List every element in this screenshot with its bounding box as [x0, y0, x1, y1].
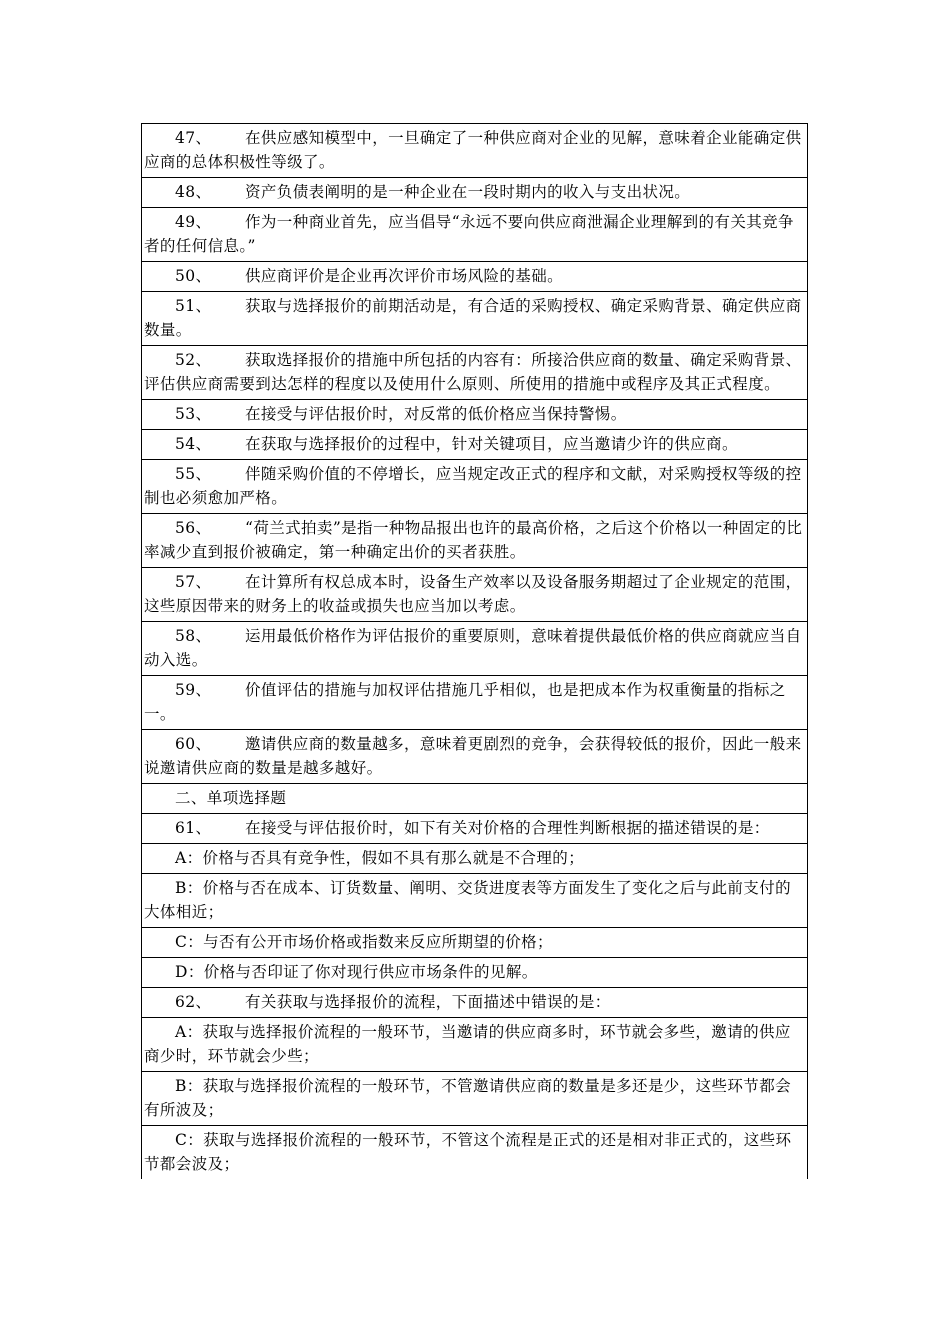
question-number: 54、 [175, 435, 212, 453]
table-cell [142, 1126, 808, 1180]
table-row [142, 400, 808, 430]
line-text: B：价格与否在成本、订货数量、阐明、交货进度表等方面发生了变化之后与此前支付的大体相近； [144, 879, 791, 921]
table-row [142, 958, 808, 988]
table-cell [142, 430, 808, 460]
table-cell [142, 988, 808, 1018]
table-row [142, 1072, 808, 1126]
table-cell [142, 928, 808, 958]
line-text: 二、单项选择题 [175, 789, 287, 807]
question-text: “荷兰式拍卖”是指一种物品报出也许的最高价格，之后这个价格以一种固定的比率减少直到报价被确定，第一种确定出价的买者获胜。 [144, 519, 803, 561]
question-number: 60、 [175, 735, 212, 753]
table-cell [142, 178, 808, 208]
question-number: 47、 [175, 129, 212, 147]
question-text: 有关获取与选择报价的流程，下面描述中错误的是： [245, 993, 611, 1011]
table-cell [142, 262, 808, 292]
question-number: 51、 [175, 297, 212, 315]
table-row [142, 622, 808, 676]
question-number: 49、 [175, 213, 212, 231]
question-number: 62、 [175, 993, 212, 1011]
question-number: 61、 [175, 819, 212, 837]
question-number: 58、 [175, 627, 212, 645]
line-text: C：获取与选择报价流程的一般环节，不管这个流程是正式的还是相对非正式的，这些环节都会波及； [144, 1131, 792, 1173]
question-text: 在接受与评估报价时，对反常的低价格应当保持警惕。 [245, 405, 627, 423]
table-row [142, 262, 808, 292]
table-row [142, 514, 808, 568]
question-text: 伴随采购价值的不停增长，应当规定改正式的程序和文献，对采购授权等级的控制也必须愈加严格。 [144, 465, 802, 507]
table-row [142, 844, 808, 874]
table-row [142, 988, 808, 1018]
table-row [142, 178, 808, 208]
line-text: A：获取与选择报价流程的一般环节，当邀请的供应商多时，环节就会多些，邀请的供应商少时，环节就会少些； [144, 1023, 791, 1065]
table-cell [142, 958, 808, 988]
line-text: A：价格与否具有竞争性，假如不具有那么就是不合理的； [175, 849, 585, 867]
table-row [142, 124, 808, 178]
question-number: 48、 [175, 183, 212, 201]
question-text: 获取选择报价的措施中所包括的内容有：所接洽供应商的数量、确定采购背景、评估供应商需要到达怎样的程度以及使用什么原则、所使用的措施中或程序及其正式程度。 [144, 351, 802, 393]
question-text: 邀请供应商的数量越多，意味着更剧烈的竞争，会获得较低的报价，因此一般来说邀请供应商的数量是越多越好。 [144, 735, 802, 777]
table-row [142, 208, 808, 262]
table-cell [142, 1018, 808, 1072]
table-cell [142, 676, 808, 730]
question-table-body [142, 124, 808, 1180]
table-cell [142, 208, 808, 262]
question-text: 在供应感知模型中，一旦确定了一种供应商对企业的见解，意味着企业能确定供应商的总体积极性等级了。 [144, 129, 802, 171]
table-row [142, 1018, 808, 1072]
question-number: 53、 [175, 405, 212, 423]
line-text: B：获取与选择报价流程的一般环节，不管邀请供应商的数量是多还是少，这些环节都会有所波及； [144, 1077, 791, 1119]
question-text: 在获取与选择报价的过程中，针对关键项目，应当邀请少许的供应商。 [245, 435, 738, 453]
table-cell [142, 514, 808, 568]
question-number: 50、 [175, 267, 212, 285]
table-cell [142, 814, 808, 844]
table-cell [142, 622, 808, 676]
table-row [142, 676, 808, 730]
question-number: 52、 [175, 351, 212, 369]
question-text: 运用最低价格作为评估报价的重要原则，意味着提供最低价格的供应商就应当自动入选。 [144, 627, 802, 669]
table-row [142, 292, 808, 346]
table-cell [142, 400, 808, 430]
table-row [142, 568, 808, 622]
table-cell [142, 874, 808, 928]
table-row [142, 814, 808, 844]
table-row [142, 784, 808, 814]
question-text: 在接受与评估报价时，如下有关对价格的合理性判断根据的描述错误的是： [245, 819, 770, 837]
table-row [142, 928, 808, 958]
table-row [142, 460, 808, 514]
question-text: 作为一种商业首先，应当倡导“永远不要向供应商泄漏企业理解到的有关其竞争者的任何信息。” [144, 213, 794, 255]
table-cell [142, 784, 808, 814]
table-row [142, 346, 808, 400]
line-text: C：与否有公开市场价格或指数来反应所期望的价格； [175, 933, 553, 951]
table-cell [142, 844, 808, 874]
table-cell [142, 568, 808, 622]
question-text: 供应商评价是企业再次评价市场风险的基础。 [245, 267, 564, 285]
table-row [142, 730, 808, 784]
question-number: 59、 [175, 681, 212, 699]
table-cell [142, 1072, 808, 1126]
table-cell [142, 346, 808, 400]
question-number: 56、 [175, 519, 212, 537]
question-text: 价值评估的措施与加权评估措施几乎相似，也是把成本作为权重衡量的指标之一。 [144, 681, 786, 723]
question-text: 获取与选择报价的前期活动是，有合适的采购授权、确定采购背景、确定供应商数量。 [144, 297, 802, 339]
table-row [142, 430, 808, 460]
table-cell [142, 730, 808, 784]
table-cell [142, 124, 808, 178]
table-cell [142, 460, 808, 514]
table-cell [142, 292, 808, 346]
question-number: 57、 [175, 573, 212, 591]
question-text: 资产负债表阐明的是一种企业在一段时期内的收入与支出状况。 [245, 183, 691, 201]
table-row [142, 874, 808, 928]
question-number: 55、 [175, 465, 212, 483]
table-row [142, 1126, 808, 1180]
question-table [141, 123, 808, 1179]
line-text: D：价格与否印证了你对现行供应市场条件的见解。 [175, 963, 538, 981]
question-text: 在计算所有权总成本时，设备生产效率以及设备服务期超过了企业规定的范围，这些原因带来的财务上的收益或损失也应当加以考虑。 [144, 573, 802, 615]
